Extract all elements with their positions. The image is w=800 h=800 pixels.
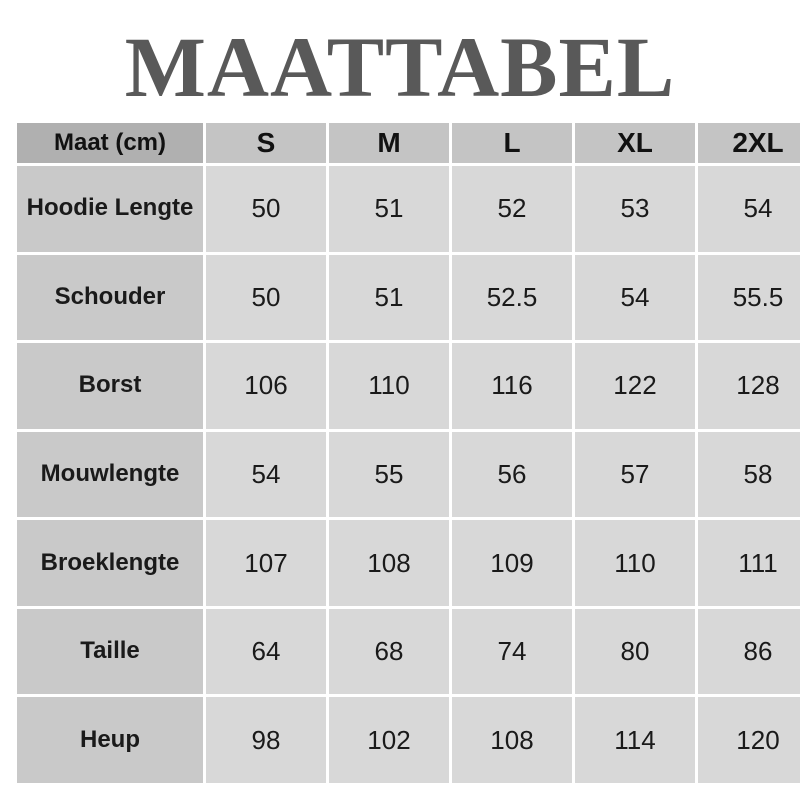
- cell-borst-xl: 122: [575, 343, 695, 429]
- cell-taille-2xl: 86: [698, 609, 800, 695]
- cell-hoodie-lengte-m: 51: [329, 166, 449, 252]
- row-label-mouwlengte: Mouwlengte: [17, 432, 203, 518]
- cell-taille-xl: 80: [575, 609, 695, 695]
- row-label-heup: Heup: [17, 697, 203, 783]
- cell-schouder-s: 50: [206, 255, 326, 341]
- column-header-xl: XL: [575, 123, 695, 163]
- table-row: [17, 609, 800, 695]
- cell-taille-s: 64: [206, 609, 326, 695]
- cell-broeklengte-xl: 110: [575, 520, 695, 606]
- cell-heup-2xl: 120: [698, 697, 800, 783]
- cell-hoodie-lengte-s: 50: [206, 166, 326, 252]
- cell-mouwlengte-2xl: 58: [698, 432, 800, 518]
- table-row: [17, 343, 800, 429]
- cell-schouder-xl: 54: [575, 255, 695, 341]
- cell-broeklengte-2xl: 111: [698, 520, 800, 606]
- cell-taille-l: 74: [452, 609, 572, 695]
- cell-borst-l: 116: [452, 343, 572, 429]
- cell-broeklengte-s: 107: [206, 520, 326, 606]
- column-header-l: L: [452, 123, 572, 163]
- table-header: [17, 123, 800, 163]
- cell-hoodie-lengte-2xl: 54: [698, 166, 800, 252]
- table-row: [17, 520, 800, 606]
- row-label-schouder: Schouder: [17, 255, 203, 341]
- cell-mouwlengte-xl: 57: [575, 432, 695, 518]
- size-table-container: [0, 120, 800, 800]
- cell-borst-s: 106: [206, 343, 326, 429]
- cell-heup-s: 98: [206, 697, 326, 783]
- measurement-unit-header: Maat (cm): [17, 123, 203, 163]
- cell-schouder-2xl: 55.5: [698, 255, 800, 341]
- column-header-2xl: 2XL: [698, 123, 800, 163]
- cell-broeklengte-m: 108: [329, 520, 449, 606]
- cell-heup-xl: 114: [575, 697, 695, 783]
- cell-hoodie-lengte-xl: 53: [575, 166, 695, 252]
- table-row: [17, 166, 800, 252]
- cell-broeklengte-l: 109: [452, 520, 572, 606]
- cell-borst-2xl: 128: [698, 343, 800, 429]
- cell-schouder-l: 52.5: [452, 255, 572, 341]
- cell-mouwlengte-m: 55: [329, 432, 449, 518]
- size-table: [14, 120, 800, 786]
- table-body: [17, 166, 800, 783]
- table-row: [17, 432, 800, 518]
- cell-schouder-m: 51: [329, 255, 449, 341]
- table-row: [17, 255, 800, 341]
- row-label-borst: Borst: [17, 343, 203, 429]
- column-header-m: M: [329, 123, 449, 163]
- column-header-s: S: [206, 123, 326, 163]
- cell-heup-l: 108: [452, 697, 572, 783]
- page-title: MAATTABEL: [124, 19, 676, 115]
- row-label-taille: Taille: [17, 609, 203, 695]
- row-label-broeklengte: Broeklengte: [17, 520, 203, 606]
- cell-hoodie-lengte-l: 52: [452, 166, 572, 252]
- cell-mouwlengte-l: 56: [452, 432, 572, 518]
- row-label-hoodie-lengte: Hoodie Lengte: [17, 166, 203, 252]
- table-header-row: [17, 123, 800, 163]
- cell-taille-m: 68: [329, 609, 449, 695]
- cell-borst-m: 110: [329, 343, 449, 429]
- cell-mouwlengte-s: 54: [206, 432, 326, 518]
- cell-heup-m: 102: [329, 697, 449, 783]
- table-row: [17, 697, 800, 783]
